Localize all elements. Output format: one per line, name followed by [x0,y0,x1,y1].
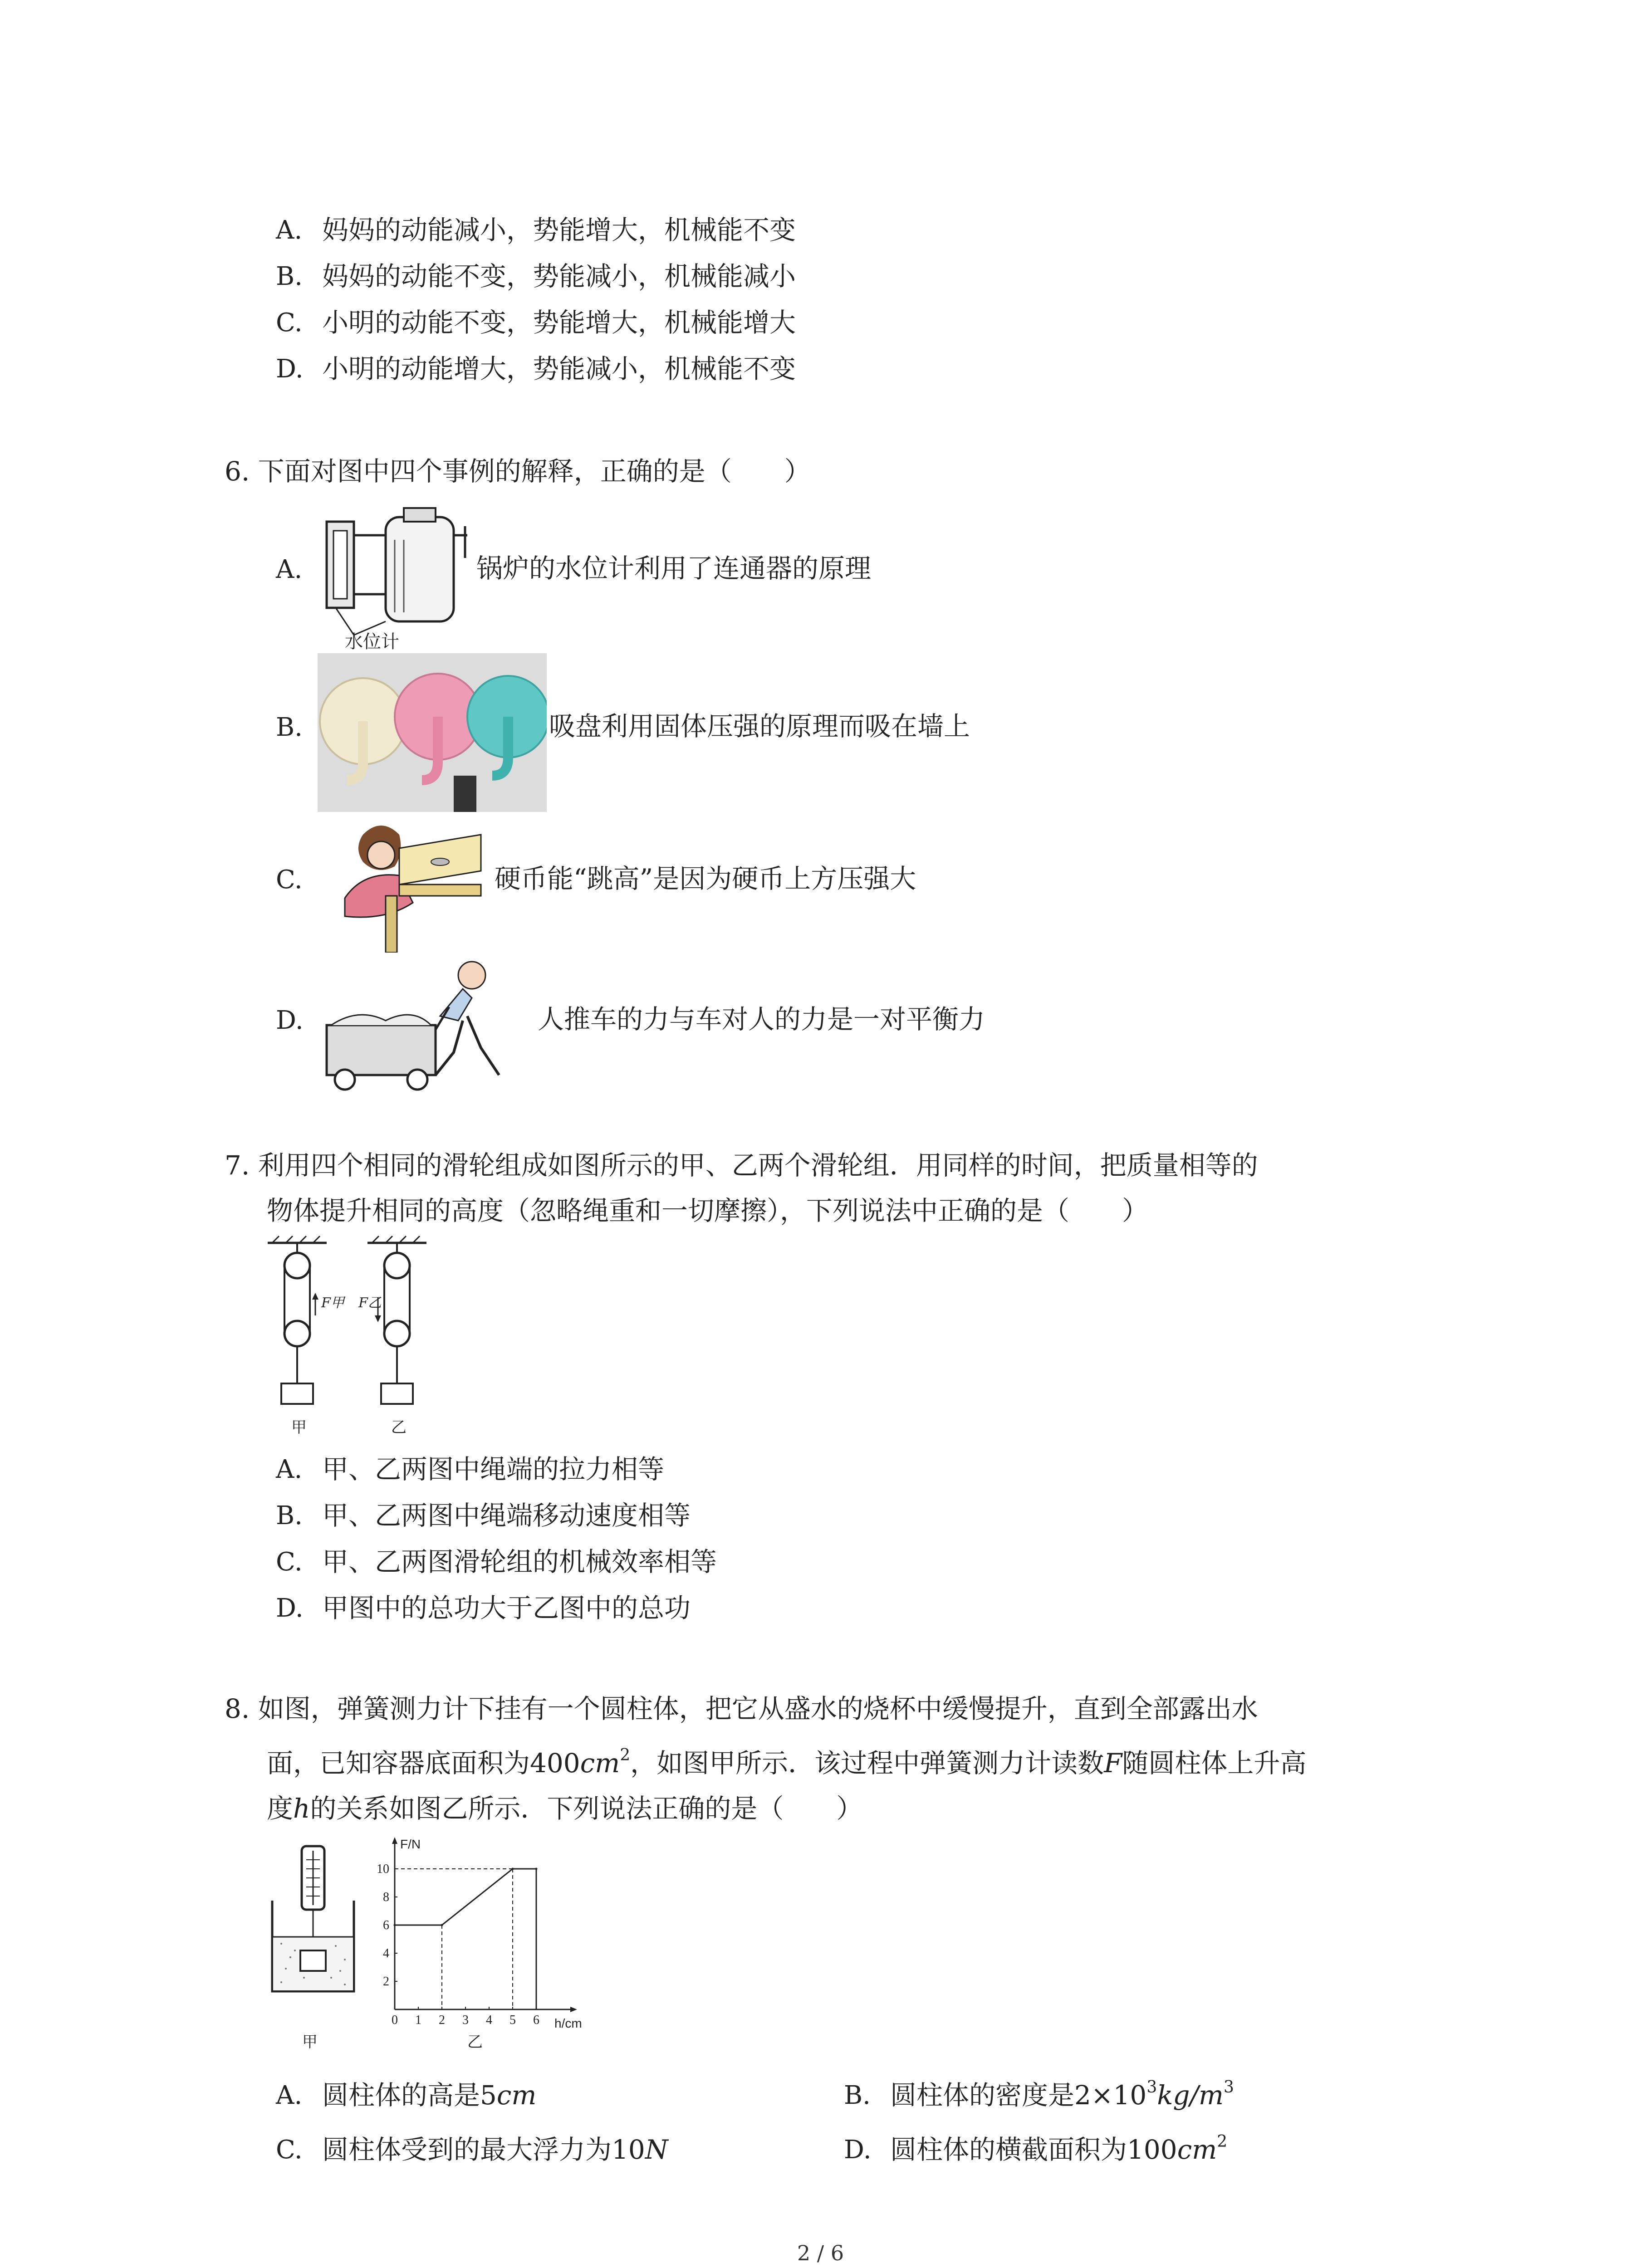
option-letter: C. [276,2135,303,2165]
boy-pushing-cart-figure [318,957,535,1093]
option-letter: A. [276,1455,303,1484]
option-text: 妈妈的动能减小，势能增大，机械能不变 [322,215,796,245]
series-point [441,1924,443,1926]
y-tick-label: 10 [377,1862,389,1876]
x-tick-label: 5 [509,2013,516,2027]
spring-scale-beaker-figure [268,1842,358,2028]
option-text: 甲、乙两图中绳端的拉力相等 [322,1454,665,1485]
option-letter: B. [276,262,303,291]
x-tick-label: 4 [486,2013,492,2027]
y-tick-label: 8 [383,1890,389,1904]
x-axis-arrow [570,2007,577,2012]
option-letter: B. [844,2081,871,2110]
q8-stem-line1: 8. 如图，弹簧测力计下挂有一个圆柱体，把它从盛水的烧杯中缓慢提升，直到全部露出水 [225,1693,1258,1724]
y-axis-label: F/N [400,1837,421,1851]
x-tick-label: 1 [415,2013,421,2027]
option-letter: C. [276,865,303,894]
q8-stem-line3: 度h的关系如图乙所示．下列说法正确的是（ ） [267,1793,863,1824]
pulley-systems-figure [259,1234,449,1447]
y-tick-label: 4 [383,1946,389,1960]
force-height-chart [363,1833,608,2041]
page-number: 2 / 6 [797,2241,844,2265]
series-point [394,1924,396,1926]
series-line [395,1869,536,1925]
x-tick-label: 2 [439,2013,445,2027]
force-label-left: F甲 [321,1295,344,1311]
force-label-right: F乙 [358,1295,382,1311]
option-text: 小明的动能不变，势能增大，机械能增大 [322,307,796,338]
q7-stem-line1: 7. 利用四个相同的滑轮组成如图所示的甲、乙两个滑轮组．用同样的时间，把质量相等的 [225,1150,1258,1181]
x-tick-label: 6 [533,2013,539,2027]
figure-label-right: 乙 [391,1418,407,1437]
figure-label-right: 乙 [467,2033,483,2051]
y-tick-label: 2 [383,1975,389,1989]
option-letter: A. [276,215,303,245]
option-letter: B. [276,1501,303,1530]
option-letter: A. [276,2081,303,2110]
q8-stem-line2: 面，已知容器底面积为$400cm^2$，如图甲所示．该过程中弹簧测力计读数F随圆柱体上升高 [267,1746,1307,1779]
option-letter: D. [276,1593,304,1623]
option-text: 人推车的力与车对人的力是一对平衡力 [538,1004,985,1035]
option-text: 硬币能“跳高”是因为硬币上方压强大 [495,863,916,894]
option-text: 甲图中的总功大于乙图中的总功 [322,1593,691,1623]
option-text: 圆柱体的横截面积为$100cm^2$ [890,2132,1228,2165]
y-tick-label: 6 [383,1918,389,1932]
option-text: 圆柱体受到的最大浮力为10N [322,2134,668,2165]
option-letter: A. [276,555,303,584]
option-letter: B. [276,713,303,742]
option-text: 圆柱体的高是5cm [322,2080,537,2111]
coin-jump-figure [318,816,490,953]
option-text: 妈妈的动能不变，势能减小，机械能减小 [322,261,796,292]
x-tick-label: 0 [392,2013,398,2027]
boiler-water-gauge-figure [318,503,481,653]
option-letter: D. [276,354,304,384]
water-gauge-label: 水位计 [345,631,399,652]
option-letter: D. [276,1006,304,1035]
y-axis-arrow [392,1837,397,1844]
q7-stem-line2: 物体提升相同的高度（忽略绳重和一切摩擦），下列说法中正确的是（ ） [267,1195,1149,1226]
option-text: 甲、乙两图中绳端移动速度相等 [322,1500,691,1531]
figure-label-left: 甲 [302,2033,318,2051]
series-point [512,1868,514,1870]
option-letter: D. [844,2135,872,2165]
q6-stem: 6. 下面对图中四个事例的解释，正确的是（ ） [225,456,811,487]
option-letter: C. [276,1547,303,1577]
option-text: 圆柱体的密度是$2\times 10^3kg/m^3$ [890,2078,1234,2111]
suction-hooks-photo [318,653,547,812]
option-text: 小明的动能增大，势能减小，机械能不变 [322,353,796,384]
x-tick-label: 3 [462,2013,469,2027]
option-text: 锅炉的水位计利用了连通器的原理 [476,553,872,584]
option-letter: C. [276,308,303,337]
figure-label-left: 甲 [291,1418,307,1437]
option-text: 甲、乙两图滑轮组的机械效率相等 [322,1546,717,1577]
x-axis-label: h/cm [554,2016,582,2030]
option-text: 吸盘利用固体压强的原理而吸在墙上 [549,711,970,742]
